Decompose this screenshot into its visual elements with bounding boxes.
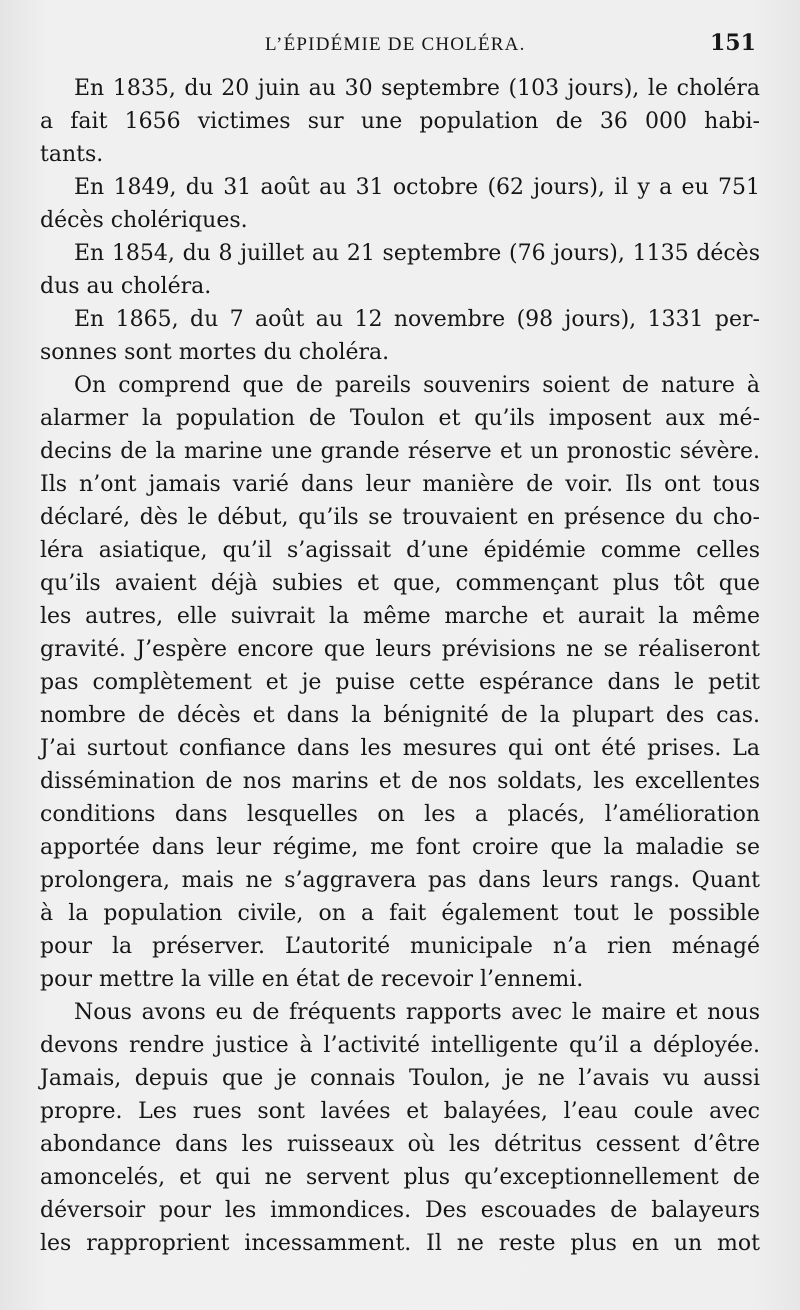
text-line: En 1835, du 20 juin au 30 septembre (103 jours), le choléra [74,76,760,101]
body-text [40,72,760,1260]
text-line: pour la préserver. L’autorité municipale n’a rien ménagé [40,934,760,959]
text-line: décès cholériques. [40,208,248,233]
text-line: alarmer la population de Toulon et qu’ils imposent aux mé- [40,406,760,431]
text-line: Jamais, depuis que je connais Toulon, je ne l’avais vu aussi [40,1066,760,1091]
text-line: prolongera, mais ne s’aggravera pas dans leurs rangs. Quant [40,868,760,893]
paragraph [40,303,760,369]
text-line: Nous avons eu de fréquents rapports avec le maire et nous [74,1000,760,1025]
paragraph [40,237,760,303]
text-line: On comprend que de pareils souvenirs soient de nature à [74,373,760,398]
text-line: J’ai surtout confiance dans les mesures qui ont été prises. La [40,736,760,761]
text-line: les rapproprient incessamment. Il ne reste plus en un mot [40,1231,760,1256]
text-line: gravité. J’espère encore que leurs prévisions ne se réaliseront [40,637,760,662]
text-line: léra asiatique, qu’il s’agissait d’une épidémie comme celles [40,538,760,563]
text-line: les autres, elle suivrait la même marche et aurait la même [40,604,760,629]
text-line: tants. [40,142,104,167]
text-line: à la population civile, on a fait également tout le possible [40,901,760,926]
text-line: En 1849, du 31 août au 31 octobre (62 jours), il y a eu 751 [74,175,760,200]
text-line: amoncelés, et qui ne servent plus qu’exceptionnellement de [40,1165,760,1190]
text-line: propre. Les rues sont lavées et balayées, l’eau coule avec [40,1099,760,1124]
page-number: 151 [710,30,756,56]
running-title: L’ÉPIDÉMIE DE CHOLÉRA. [265,34,526,55]
text-line: nombre de décès et dans la bénignité de la plupart des cas. [40,703,760,728]
text-line: qu’ils avaient déjà subies et que, commençant plus tôt que [40,571,760,596]
text-line: apportée dans leur régime, me font croire que la maladie se [40,835,760,860]
paragraph [40,171,760,237]
text-line: Ils n’ont jamais varié dans leur manière de voir. Ils ont tous [40,472,760,497]
text-line: déclaré, dès le début, qu’ils se trouvaient en présence du cho- [40,505,760,530]
paragraph [40,369,760,996]
text-line: dus au choléra. [40,274,212,299]
text-line: pour mettre la ville en état de recevoir l’ennemi. [40,967,584,992]
text-line: decins de la marine une grande réserve et un pronostic sévère. [40,439,760,464]
page-header [0,30,800,64]
text-line: sonnes sont mortes du choléra. [40,340,390,365]
text-line: devons rendre justice à l’activité intelligente qu’il a déployée. [40,1033,760,1058]
paragraph [40,996,760,1260]
text-line: pas complètement et je puise cette espérance dans le petit [40,670,760,695]
paragraph [40,72,760,171]
text-line: a fait 1656 victimes sur une population de 36 000 habi- [40,109,760,134]
text-line: abondance dans les ruisseaux où les détritus cessent d’être [40,1132,760,1157]
text-line: En 1865, du 7 août au 12 novembre (98 jours), 1331 per- [74,307,760,332]
text-line: conditions dans lesquelles on les a placés, l’amélioration [40,802,760,827]
text-line: En 1854, du 8 juillet au 21 septembre (76 jours), 1135 décès [74,241,760,266]
text-line: dissémination de nos marins et de nos soldats, les excellentes [40,769,760,794]
text-line: déversoir pour les immondices. Des escouades de balayeurs [40,1198,760,1223]
